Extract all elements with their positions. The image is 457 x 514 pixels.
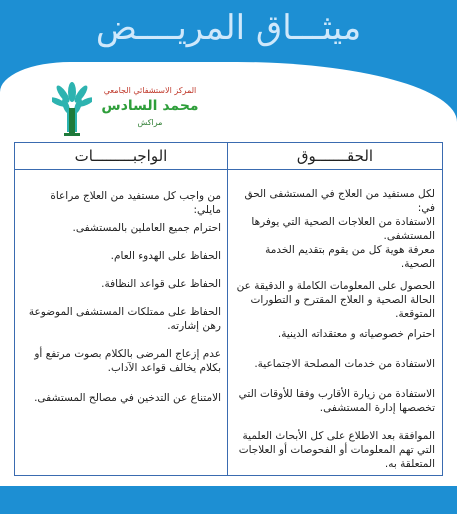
- duty-item: احترام جميع العاملين بالمستشفى.: [72, 222, 221, 234]
- logo-name-line: محمد السادس: [101, 98, 199, 114]
- bottom-band: [0, 486, 457, 514]
- right-item: معرفة هوية كل من يقوم بتقديم الخدمة الصحية.: [265, 244, 435, 270]
- right-item: الاستفادة من زيارة الأقارب وفقا للأوقات التي تخصصها إدارة المستشفى.: [238, 388, 435, 414]
- right-item: احترام خصوصياته و معتقداته الدينية.: [277, 328, 435, 340]
- duty-item: الحفاظ على الهدوء العام.: [110, 250, 221, 262]
- duty-item: الحفاظ على ممتلكات المستشفى الموضوعة رهن إشارته.: [28, 306, 221, 332]
- right-item: الاستفادة من خدمات المصلحة الاجتماعية.: [254, 358, 435, 370]
- rights-header: الحقـــــــوق: [296, 147, 374, 165]
- right-item: الحصول على المعلومات الكاملة و الدقيقة عن الحالة الصحية و العلاج المقترح و التطورات المتوقعة.: [236, 280, 435, 320]
- duty-item: من واجب كل مستفيد من العلاج مراعاة مايلي:: [50, 190, 221, 216]
- page-title: ميثـــاق المريــــض: [95, 8, 362, 48]
- right-item: الاستفادة من العلاجات الصحية التي يوفرها المستشفى.: [251, 216, 435, 242]
- logo-city-line: مراكش: [137, 118, 163, 127]
- right-item: الموافقة بعد الاطلاع على كل الأبحاث العلمية التي تهم المعلومات أو الفحوصات أو العلاجات المتعلقة به.: [238, 430, 435, 470]
- duties-header: الواجبـــــــــات: [74, 147, 168, 165]
- palm-tree-icon: [52, 80, 92, 138]
- duty-item: عدم إزعاج المرضى بالكلام بصوت مرتفع أو بكلام يخالف قواعد الآداب.: [34, 348, 221, 374]
- column-divider: [227, 143, 228, 475]
- duty-item: الحفاظ على قواعد النظافة.: [101, 278, 221, 290]
- header-divider: [15, 169, 442, 170]
- charter-table: [14, 142, 443, 476]
- hospital-logo: [52, 80, 202, 140]
- duty-item: الامتناع عن التدخين في مصالح المستشفى.: [34, 392, 221, 404]
- right-item: لكل مستفيد من العلاج في المستشفى الحق في:: [244, 188, 435, 214]
- logo-institution-line: المركز الاستشفائي الجامعي: [103, 86, 197, 95]
